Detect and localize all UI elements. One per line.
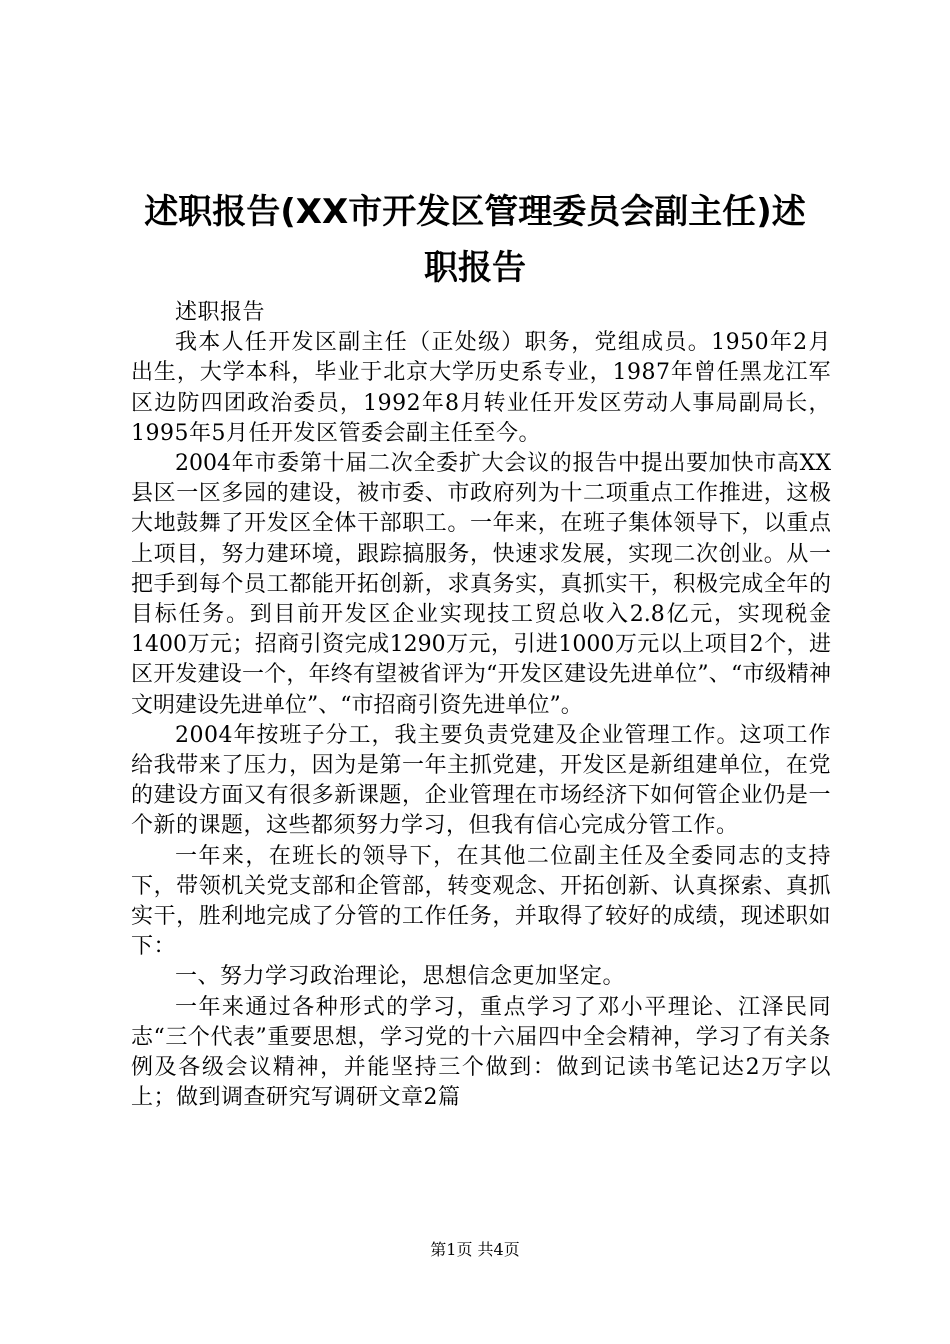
page-footer: 第1页 共4页: [430, 1240, 520, 1259]
document-title-line-2: 职报告: [424, 248, 526, 288]
paragraph-study: 一年来通过各种形式的学习，重点学习了邓小平理论、江泽民同志“三个代表”重要思想，学习党的十六届四中全会精神，学习了有关条例及各级会议精神，并能坚持三个做到：做到记读书笔记达2万字以上；做到调查研究写调研文章2篇: [131, 994, 831, 1111]
paragraph-summary: 一年来，在班长的领导下，在其他二位副主任及全委同志的支持下，带领机关党支部和企管部，转变观念、开拓创新、认真探索、真抓实干，胜利地完成了分管的工作任务，并取得了较好的成绩，现述职如下：: [131, 843, 831, 960]
paragraph-section-one-heading: 一、努力学习政治理论，思想信念更加坚定。: [175, 964, 626, 990]
paragraph-personal-info: 我本人任开发区副主任（正处级）职务，党组成员。1950年2月出生，大学本科，毕业于北京大学历史系专业，1987年曾任黑龙江军区边防四团政治委员，1992年8月转业任开发区劳动人事局副局长，1995年5月任开发区管委会副主任至今。: [131, 330, 831, 446]
document-title-line-1: 述职报告(XX市开发区管理委员会副主任)述: [144, 192, 806, 232]
paragraph-responsibilities: 2004年按班子分工，我主要负责党建及企业管理工作。这项工作给我带来了压力，因为是第一年主抓党建，开发区是新组建单位，在党的建设方面又有很多新课题，企业管理在市场经济下如何管企业仍是一个新的课题，这些都须努力学习，但我有信心完成分管工作。: [131, 722, 831, 839]
paragraph-achievements: 2004年市委第十届二次全委扩大会议的报告中提出要加快市高XX县区一区多园的建设，被市委、市政府列为十二项重点工作推进，这极大地鼓舞了开发区全体干部职工。一年来，在班子集体领导下，以重点上项目，努力建环境，跟踪搞服务，快速求发展，实现二次创业。从一把手到每个员工都能开拓创新，求真务实，真抓实干，积极完成全年的目标任务。到目前开发区企业实现技工贸总收入2.8亿元，实现税金1400万元；招商引资完成1290万元，引进1000万元以上项目2个，进区开发建设一个，年终有望被省评为“开发区建设先进单位”、“市级精神文明建设先进单位”、“市招商引资先进单位”。: [131, 451, 831, 718]
paragraph-heading: 述职报告: [175, 300, 266, 325]
document-body: [131, 298, 831, 1113]
